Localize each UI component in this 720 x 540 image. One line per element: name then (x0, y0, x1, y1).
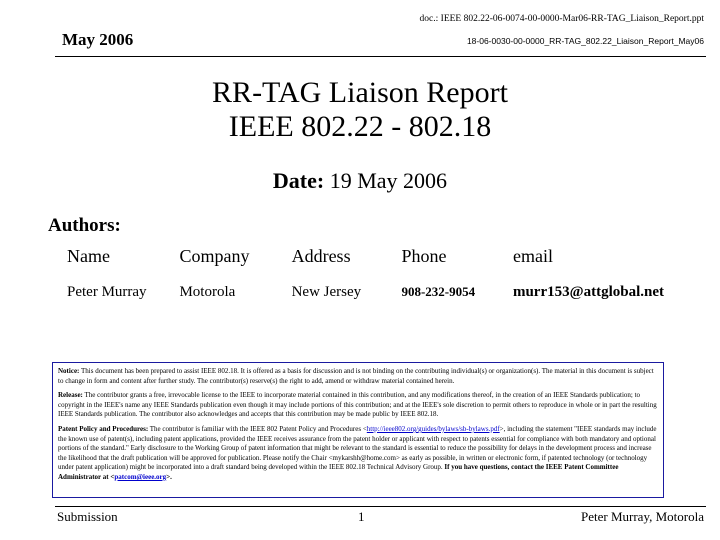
release-text: The contributor grants a free, irrevocable license to the IEEE to incorporate material contained in this contribution, and any modifications thereof, in the creation of an IEEE Standards publication; to copyright in the IEEE's name any IEEE Standards publication even though it may include portions of this contribution; and at the IEEE's sole discretion to permit others to reproduce in whole or in part the resulting IEEE Standards publication. The contributor also acknowledges and accepts that this contribution may be made public by IEEE 802.18. (58, 391, 657, 419)
header-document-number: 18-06-0030-00-0000_RR-TAG_802.22_Liaison_Report_May06 (466, 36, 704, 46)
date-line (0, 168, 720, 194)
footer-submission: Submission (57, 509, 118, 524)
release-label: Release: (58, 391, 83, 400)
patent-contact-text: If you have questions, contact the IEEE Patent Committee Administrator at < (58, 463, 619, 481)
header-date: May 2006 (62, 30, 134, 49)
notice-box (52, 362, 664, 498)
column-header-address: Address (291, 246, 351, 266)
release-paragraph (58, 391, 658, 420)
notice-paragraph (58, 367, 658, 386)
patent-label: Patent Policy and Procedures: (58, 424, 149, 433)
notice-text: This document has been prepared to assist IEEE 802.18. It is offered as a basis for discussion and is not binding on the contributing individual(s) or organization(s). The material in this document is subject to change in form and content after further study. The contributor(s) reserve(s) the right to add, amend or withdraw material contained herein. (58, 367, 654, 385)
patent-text-2: >, including the statement "IEEE standards may include the known use of patent(s), including patent applications, provided the IEEE receives assurance from the patent holder or applicant with respect to patents essential for compliance with both mandatory and optional portions of the standard." Early disclosure to the Working Group of patent information that might be relevant to the standard is essential to reduce the possibility for delays in the development process and increase the likelihood that the draft publication will be approved for publication. Please notify the Chair <mykarshh@home.com> as early as possible, in written or electronic form, if patented technology (or technology under patent application) might be incorporated into a draft standard being developed within the IEEE 802.18 Technical Advisory Group. (58, 424, 657, 472)
table-header-row (60, 240, 664, 280)
date-label: Date: (272, 168, 325, 193)
header-divider (55, 56, 706, 57)
column-header-company: Company (179, 246, 250, 266)
date-value: 19 May 2006 (324, 168, 448, 193)
author-phone: 908-232-9054 (401, 284, 476, 299)
patent-policy-link[interactable]: http://ieee802.org/guides/bylaws/sb-bylaws.pdf (366, 424, 500, 433)
author-email: murr153@attglobal.net (512, 284, 664, 300)
document-id: doc.: IEEE 802.22-06-0074-00-0000-Mar06-RR-TAG_Liaison_Report.ppt (419, 14, 704, 24)
authors-label: Authors: (48, 215, 121, 236)
patent-text-1: The contributor is familiar with the IEEE 802 Patent Policy and Procedures < (148, 424, 367, 433)
footer-divider (55, 506, 706, 507)
title-line-2: IEEE 802.22 - 802.18 (228, 110, 492, 143)
authors-table (60, 240, 664, 320)
table-row (60, 280, 664, 320)
patent-email-link[interactable]: patcom@ieee.org (114, 472, 167, 481)
author-name: Peter Murray (67, 284, 147, 300)
slide-title (0, 76, 720, 144)
footer-author: Peter Murray, Motorola (581, 509, 704, 524)
patent-text-end: >. (166, 472, 172, 481)
author-company: Motorola (179, 284, 236, 300)
column-header-email: email (512, 246, 553, 266)
column-header-phone: Phone (401, 246, 447, 266)
column-header-name: Name (67, 246, 110, 266)
patent-paragraph (58, 425, 658, 483)
page-number: 1 (358, 509, 365, 524)
author-address: New Jersey (291, 284, 362, 300)
notice-label: Notice: (58, 367, 80, 375)
title-line-1: RR-TAG Liaison Report (212, 76, 508, 109)
